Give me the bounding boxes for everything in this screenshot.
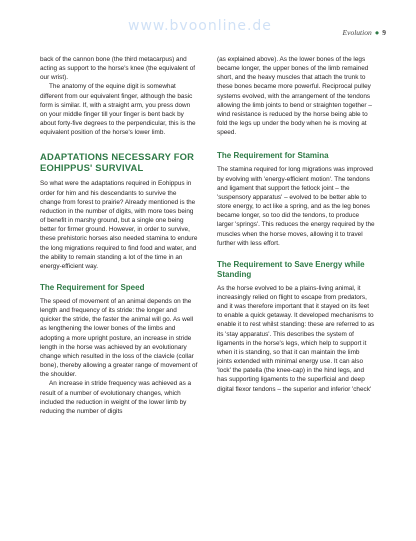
watermark: www.bvoonline.de — [128, 18, 272, 34]
left-paragraph-2: The anatomy of the equine digit is somewhat different from our equivalent finger, although the basic form is similar. If, with a straight arm, you press down on your middle finger till your finger is bent back by about forty-five degrees to the perpendicular, this is the equivalent position of the horse's lower limb. — [40, 83, 196, 137]
right-paragraph-2: The stamina required for long migrations was improved by evolving with 'energy-efficient motion'. The tendons and ligament that support the fetlock joint – the 'suspensory apparatus' – evolved to be better able to store energy, to act like a spring, and as the leg bones became longer, so too did the tendons, to produce larger 'springs'. This reduces the energy required by the muscles when the horse moves, allowing it to travel further with less effort. — [217, 166, 375, 247]
header-bullet-icon: ● — [374, 28, 380, 37]
right-paragraph-3: As the horse evolved to be a plains-living animal, it increasingly relied on flight to escape from predators, and it was therefore important that it stayed on its feet to enable a quick getaway. It developed mechanisms to enable it to rest whilst standing: these are referred to as its 'stay apparatus'. This describes the system of ligaments in the horse's legs, which help to support it when it is standing, so that it can maintain the limb joints extended with minimal energy use. It can also 'lock' the patella (the knee-cap) in the hind legs, and has supporting ligaments to the superficial and deep digital flexor tendons – the superior and inferior 'check' — [217, 284, 375, 393]
subheading-stamina: The Requirement for Stamina — [217, 151, 329, 161]
section-heading-adaptations: ADAPTATIONS NECESSARY FOR EOHIPPUS' SURVIVAL — [40, 151, 195, 174]
subheading-save-energy: The Requirement to Save Energy while Standing — [217, 259, 365, 279]
left-paragraph-3: So what were the adaptations required in Eohippus in order for him and his descendants to survive the change from forest to prairie? Already mentioned is the reduction in the number of digits, with more toes being of benefit in marshy ground, but a single one being better for firmer ground. However, in order to survive, these prehistoric horses also needed stamina to endure the long migrations required to find food and water, and the ability to remain standing a lot of the time in an energy-efficient way. — [40, 180, 198, 270]
right-paragraph-1: (as explained above). As the lower bones of the legs became longer, the upper bones of the limb remained short, and the heavy muscles that attach the trunk to these bones became more powerful. Reciprocal pulley systems evolved, with the arrangement of the tendons allowing the limb joints to bend or straighten together – wind resistance is reduced by the horse being able to fold the legs up under the body when he is moving at speed. — [217, 56, 372, 137]
running-title: Evolution — [342, 28, 372, 37]
left-column — [40, 55, 198, 416]
left-paragraph-5: An increase in stride frequency was achieved as a result of a number of evolutionary changes, which included the reduction in weight of the lower limb by reducing the number of digits — [40, 380, 192, 415]
left-paragraph-1: back of the cannon bone (the third metacarpus) and acting as support to the horse's knee (the equivalent of our wrist). — [40, 56, 196, 82]
left-paragraph-4: The speed of movement of an animal depends on the length and frequency of its stride: the longer and quicker the stride, the faster the animal will go. As well as lengthening the lower bones of the limbs and adopting a more upright posture, an increase in stride length in the horse was achieved by an evolutionary change which resulted in the loss of the clavicle (collar bone), thereby allowing a greater range of movement of the shoulder. — [40, 297, 198, 379]
subheading-speed: The Requirement for Speed — [40, 282, 145, 292]
page-number: 9 — [382, 28, 386, 37]
right-column — [217, 55, 375, 394]
running-header — [343, 28, 386, 37]
